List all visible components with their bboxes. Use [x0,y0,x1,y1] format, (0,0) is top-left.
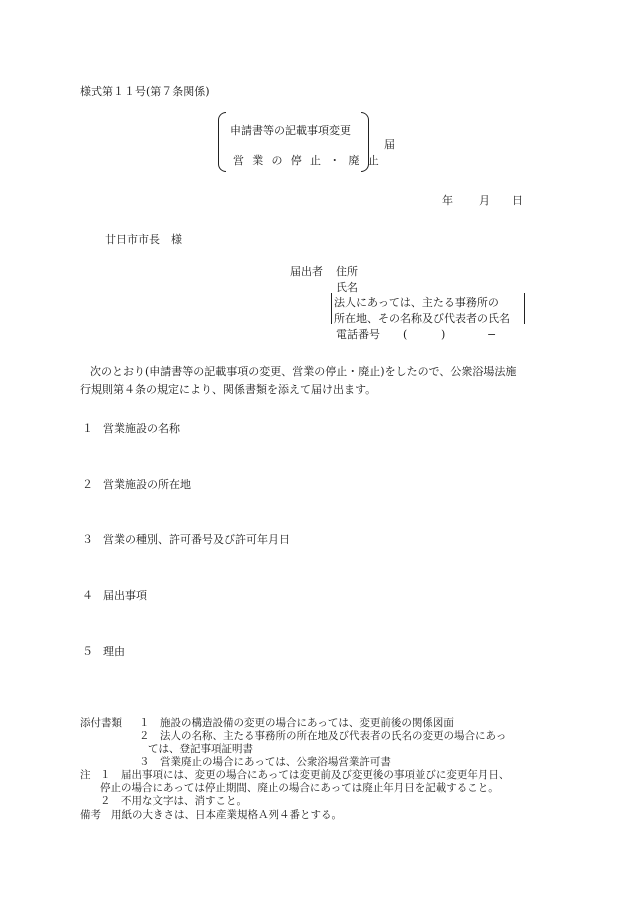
date-day: 日 [512,194,523,207]
body-line-1: 次のとおり(申請書等の記載事項の変更、営業の停止・廃止)をしたので、公衆浴場法施 [90,365,517,378]
notifier-address-label: 住所 [336,265,358,278]
phone-close-paren: ) [441,328,446,341]
remarks-label: 備考 [80,809,101,821]
attachment-1: １ 施設の構造設備の変更の場合にあっては、変更前後の関係図面 [139,717,454,729]
item-label: 理由 [103,645,125,658]
title-suffix: 届 [384,138,395,151]
item-label: 営業の種別、許可番号及び許可年月日 [103,533,290,546]
item-number: １ [82,422,93,435]
note-2: ２ 不用な文字は、消すこと。 [100,795,247,807]
form-number: 様式第１１号(第７条関係) [80,85,210,98]
item-number: ４ [82,589,93,602]
attachments-label: 添付書類 [80,717,122,729]
addressee: 廿日市市長 様 [105,233,182,246]
corp-note-line-1: 法人にあっては、主たる事務所の [334,296,499,309]
date-year: 年 [442,194,453,207]
item-label: 届出事項 [103,589,147,602]
notifier-label: 届出者 [290,265,323,278]
item-number: ２ [82,478,93,491]
title-line-2: 営業の停止・廃止 [233,154,387,167]
note-1-line-1: １ 届出事項には、変更の場合にあっては変更前及び変更後の事項並びに変更年月日、 [100,769,510,781]
phone-open-paren: ( [403,328,408,341]
attachment-2-line-2: ては、登記事項証明書 [148,743,253,755]
phone-label: 電話番号 [336,328,380,341]
item-label: 営業施設の名称 [103,422,180,435]
attachment-3: ３ 営業廃止の場合にあっては、公衆浴場営業許可書 [139,756,391,768]
date-month: 月 [479,194,490,207]
title-line-1: 申請書等の記載事項変更 [230,124,351,137]
item-number: ５ [82,645,93,658]
note-1-line-2: 停止の場合にあっては停止期間、廃止の場合にあっては廃止年月日を記載すること。 [100,782,499,794]
notifier-name-label: 氏名 [336,281,358,294]
title-bracket-left [218,112,226,172]
body-line-2: 行規則第４条の規定により、関係書類を添えて届け出ます。 [80,383,377,396]
item-label: 営業施設の所在地 [103,478,191,491]
corp-note-line-2: 所在地、その名称及び代表者の氏名 [334,312,510,325]
item-number: ３ [82,533,93,546]
notes-label: 注 [80,769,91,781]
phone-dash: − [487,328,497,341]
attachment-2-line-1: ２ 法人の名称、主たる事務所の所在地及び代表者の氏名の変更の場合にあっ [139,730,507,742]
remarks-text: 用紙の大きさは、日本産業規格Ａ列４番とする。 [111,809,342,821]
